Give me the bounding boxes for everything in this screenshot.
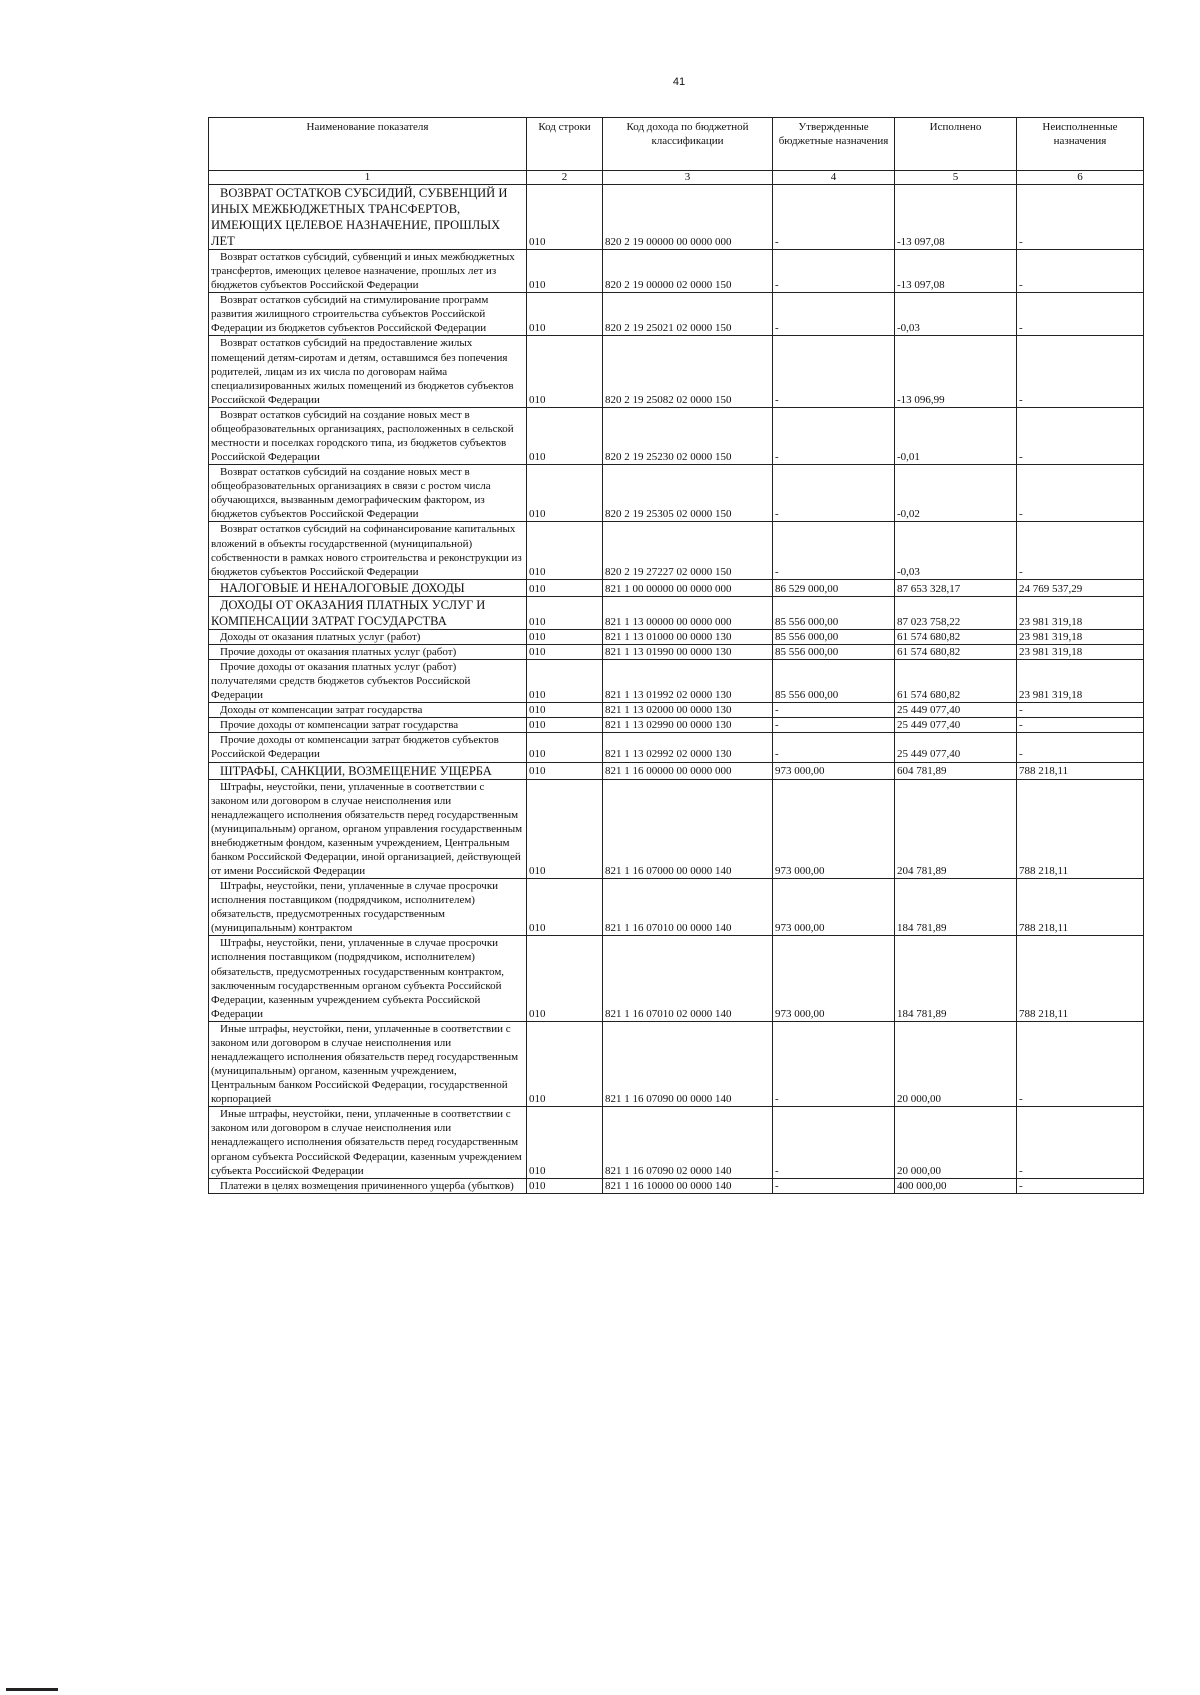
unexecuted-value: - — [1017, 718, 1144, 733]
table-body — [209, 185, 1144, 1194]
header-line-code: Код строки — [527, 118, 603, 171]
line-code: 010 — [527, 1178, 603, 1193]
line-code: 010 — [527, 1107, 603, 1178]
unexecuted-value: - — [1017, 293, 1144, 336]
approved-value: - — [773, 185, 895, 250]
table-row — [209, 336, 1144, 407]
revenue-code: 821 1 00 00000 00 0000 000 — [603, 579, 773, 596]
unexecuted-value: - — [1017, 336, 1144, 407]
column-number: 3 — [603, 171, 773, 185]
revenue-code: 821 1 13 02990 00 0000 130 — [603, 718, 773, 733]
table-row — [209, 465, 1144, 522]
table-row — [209, 733, 1144, 762]
table-row — [209, 185, 1144, 250]
revenue-code: 820 2 19 00000 00 0000 000 — [603, 185, 773, 250]
indicator-name: Возврат остатков субсидий на стимулирование программ развития жилищного строительства субъектов Российской Федерации из бюджетов субъектов Российской Федерации — [209, 293, 527, 336]
header-executed: Исполнено — [895, 118, 1017, 171]
unexecuted-value: 23 981 319,18 — [1017, 596, 1144, 629]
unexecuted-value: 788 218,11 — [1017, 779, 1144, 879]
revenue-code: 820 2 19 27227 02 0000 150 — [603, 522, 773, 579]
executed-value: 20 000,00 — [895, 1107, 1017, 1178]
approved-value: 973 000,00 — [773, 779, 895, 879]
indicator-name: Возврат остатков субсидий на создание новых мест в общеобразовательных организациях, расположенных в сельской местности и поселках городского типа, из бюджетов субъектов Российской Федерации — [209, 407, 527, 464]
revenue-code: 821 1 13 00000 00 0000 000 — [603, 596, 773, 629]
revenue-code: 821 1 16 07010 02 0000 140 — [603, 936, 773, 1021]
line-code: 010 — [527, 185, 603, 250]
approved-value: 85 556 000,00 — [773, 629, 895, 644]
unexecuted-value: 23 981 319,18 — [1017, 659, 1144, 702]
executed-value: 20 000,00 — [895, 1021, 1017, 1106]
line-code: 010 — [527, 1021, 603, 1106]
unexecuted-value: - — [1017, 185, 1144, 250]
revenue-code: 821 1 13 01990 00 0000 130 — [603, 644, 773, 659]
approved-value: - — [773, 1178, 895, 1193]
column-number: 2 — [527, 171, 603, 185]
line-code: 010 — [527, 250, 603, 293]
executed-value: -0,03 — [895, 522, 1017, 579]
executed-value: 61 574 680,82 — [895, 659, 1017, 702]
approved-value: 85 556 000,00 — [773, 596, 895, 629]
unexecuted-value: - — [1017, 407, 1144, 464]
revenue-code: 821 1 16 07010 00 0000 140 — [603, 879, 773, 936]
indicator-name: Прочие доходы от компенсации затрат бюджетов субъектов Российской Федерации — [209, 733, 527, 762]
table-row — [209, 293, 1144, 336]
table-row — [209, 879, 1144, 936]
line-code: 010 — [527, 629, 603, 644]
approved-value: 85 556 000,00 — [773, 644, 895, 659]
revenue-code: 820 2 19 25021 02 0000 150 — [603, 293, 773, 336]
line-code: 010 — [527, 644, 603, 659]
indicator-name: ДОХОДЫ ОТ ОКАЗАНИЯ ПЛАТНЫХ УСЛУГ И КОМПЕНСАЦИИ ЗАТРАТ ГОСУДАРСТВА — [209, 596, 527, 629]
indicator-name: Иные штрафы, неустойки, пени, уплаченные в соответствии с законом или договором в случае неисполнения или ненадлежащего исполнения обязательств перед государственным (муниципальным) органом, казенным учреждением, Центральным банком Российской Федерации, государственной корпорацией — [209, 1021, 527, 1106]
indicator-name: Возврат остатков субсидий на предоставление жилых помещений детям-сиротам и детям, оставшимся без попечения родителей, лицам из их числа по договорам найма специализированных жилых помещений из бюджетов субъектов Российской Федерации — [209, 336, 527, 407]
approved-value: - — [773, 522, 895, 579]
approved-value: 85 556 000,00 — [773, 659, 895, 702]
column-number: 5 — [895, 171, 1017, 185]
table-row — [209, 703, 1144, 718]
revenue-code: 820 2 19 25230 02 0000 150 — [603, 407, 773, 464]
approved-value: - — [773, 703, 895, 718]
indicator-name: Возврат остатков субсидий на создание новых мест в общеобразовательных организациях в связи с ростом числа обучающихся, вызванным демографическим фактором, из бюджетов субъектов Российской Федерации — [209, 465, 527, 522]
indicator-name: Прочие доходы от оказания платных услуг (работ) — [209, 644, 527, 659]
unexecuted-value: 788 218,11 — [1017, 762, 1144, 779]
approved-value: - — [773, 718, 895, 733]
scan-edge-mark — [6, 1688, 58, 1691]
approved-value: - — [773, 1107, 895, 1178]
revenue-code: 821 1 13 02992 02 0000 130 — [603, 733, 773, 762]
unexecuted-value: - — [1017, 733, 1144, 762]
revenue-code: 820 2 19 00000 02 0000 150 — [603, 250, 773, 293]
line-code: 010 — [527, 936, 603, 1021]
executed-value: 604 781,89 — [895, 762, 1017, 779]
indicator-name: Иные штрафы, неустойки, пени, уплаченные в соответствии с законом или договором в случае неисполнения или ненадлежащего исполнения обязательств перед государственным органом субъекта Российской Федерации, казенным учреждением субъекта Российской Федерации — [209, 1107, 527, 1178]
line-code: 010 — [527, 522, 603, 579]
header-approved: Утвержденные бюджетные назначения — [773, 118, 895, 171]
approved-value: 973 000,00 — [773, 879, 895, 936]
approved-value: 973 000,00 — [773, 762, 895, 779]
line-code: 010 — [527, 779, 603, 879]
table-row — [209, 407, 1144, 464]
line-code: 010 — [527, 293, 603, 336]
line-code: 010 — [527, 659, 603, 702]
approved-value: - — [773, 407, 895, 464]
indicator-name: Штрафы, неустойки, пени, уплаченные в случае просрочки исполнения поставщиком (подрядчиком, исполнителем) обязательств, предусмотренных государственным контрактом, заключенным государственным органом субъекта Российской Федерации, казенным учреждением субъекта Российской Федерации — [209, 936, 527, 1021]
indicator-name: Доходы от оказания платных услуг (работ) — [209, 629, 527, 644]
table-row — [209, 629, 1144, 644]
unexecuted-value: - — [1017, 1107, 1144, 1178]
unexecuted-value: 24 769 537,29 — [1017, 579, 1144, 596]
unexecuted-value: - — [1017, 1178, 1144, 1193]
header-revenue-code: Код дохода по бюджетной классификации — [603, 118, 773, 171]
revenue-code: 821 1 16 10000 00 0000 140 — [603, 1178, 773, 1193]
table-row — [209, 779, 1144, 879]
unexecuted-value: 788 218,11 — [1017, 936, 1144, 1021]
unexecuted-value: - — [1017, 522, 1144, 579]
indicator-name: Штрафы, неустойки, пени, уплаченные в соответствии с законом или договором в случае неисполнения или ненадлежащего исполнения обязательств перед государственным (муниципальным) органом, органом управления государственным внебюджетным фондом, казенным учреждением, Центральным банком Российской Федерации, иной организацией, действующей от имени Российской Федерации — [209, 779, 527, 879]
column-number: 1 — [209, 171, 527, 185]
table-row — [209, 579, 1144, 596]
table-row — [209, 659, 1144, 702]
line-code: 010 — [527, 733, 603, 762]
header-row — [209, 118, 1144, 171]
line-code: 010 — [527, 879, 603, 936]
executed-value: 61 574 680,82 — [895, 629, 1017, 644]
executed-value: -13 097,08 — [895, 250, 1017, 293]
revenue-code: 821 1 16 00000 00 0000 000 — [603, 762, 773, 779]
executed-value: -13 096,99 — [895, 336, 1017, 407]
indicator-name: ШТРАФЫ, САНКЦИИ, ВОЗМЕЩЕНИЕ УЩЕРБА — [209, 762, 527, 779]
unexecuted-value: - — [1017, 1021, 1144, 1106]
indicator-name: Доходы от компенсации затрат государства — [209, 703, 527, 718]
table-row — [209, 762, 1144, 779]
line-code: 010 — [527, 762, 603, 779]
executed-value: -0,01 — [895, 407, 1017, 464]
executed-value: 184 781,89 — [895, 879, 1017, 936]
executed-value: 25 449 077,40 — [895, 733, 1017, 762]
executed-value: 184 781,89 — [895, 936, 1017, 1021]
revenue-code: 821 1 16 07090 00 0000 140 — [603, 1021, 773, 1106]
executed-value: 25 449 077,40 — [895, 703, 1017, 718]
executed-value: 87 023 758,22 — [895, 596, 1017, 629]
unexecuted-value: 23 981 319,18 — [1017, 629, 1144, 644]
indicator-name: Прочие доходы от оказания платных услуг (работ) получателями средств бюджетов субъектов Российской Федерации — [209, 659, 527, 702]
indicator-name: Возврат остатков субсидий, субвенций и иных межбюджетных трансфертов, имеющих целевое назначение, прошлых лет из бюджетов субъектов Российской Федерации — [209, 250, 527, 293]
approved-value: - — [773, 250, 895, 293]
executed-value: 25 449 077,40 — [895, 718, 1017, 733]
revenue-code: 820 2 19 25305 02 0000 150 — [603, 465, 773, 522]
indicator-name: ВОЗВРАТ ОСТАТКОВ СУБСИДИЙ, СУБВЕНЦИЙ И ИНЫХ МЕЖБЮДЖЕТНЫХ ТРАНСФЕРТОВ, ИМЕЮЩИХ ЦЕЛЕВОЕ НАЗНАЧЕНИЕ, ПРОШЛЫХ ЛЕТ — [209, 185, 527, 250]
line-code: 010 — [527, 718, 603, 733]
table-row — [209, 718, 1144, 733]
column-number: 4 — [773, 171, 895, 185]
line-code: 010 — [527, 596, 603, 629]
executed-value: -0,03 — [895, 293, 1017, 336]
table-row — [209, 250, 1144, 293]
line-code: 010 — [527, 703, 603, 718]
table-row — [209, 596, 1144, 629]
executed-value: 204 781,89 — [895, 779, 1017, 879]
line-code: 010 — [527, 407, 603, 464]
header-unexecuted: Неисполненные назначения — [1017, 118, 1144, 171]
indicator-name: Прочие доходы от компенсации затрат государства — [209, 718, 527, 733]
revenue-code: 821 1 13 02000 00 0000 130 — [603, 703, 773, 718]
unexecuted-value: - — [1017, 703, 1144, 718]
table-row — [209, 936, 1144, 1021]
unexecuted-value: 788 218,11 — [1017, 879, 1144, 936]
approved-value: - — [773, 336, 895, 407]
table-row — [209, 1107, 1144, 1178]
approved-value: - — [773, 1021, 895, 1106]
line-code: 010 — [527, 465, 603, 522]
table-row — [209, 522, 1144, 579]
approved-value: - — [773, 465, 895, 522]
line-code: 010 — [527, 579, 603, 596]
unexecuted-value: 23 981 319,18 — [1017, 644, 1144, 659]
approved-value: - — [773, 293, 895, 336]
unexecuted-value: - — [1017, 250, 1144, 293]
table-row — [209, 644, 1144, 659]
executed-value: 87 653 328,17 — [895, 579, 1017, 596]
column-number: 6 — [1017, 171, 1144, 185]
approved-value: 86 529 000,00 — [773, 579, 895, 596]
column-numbers-row — [209, 171, 1144, 185]
approved-value: 973 000,00 — [773, 936, 895, 1021]
indicator-name: НАЛОГОВЫЕ И НЕНАЛОГОВЫЕ ДОХОДЫ — [209, 579, 527, 596]
unexecuted-value: - — [1017, 465, 1144, 522]
executed-value: -0,02 — [895, 465, 1017, 522]
executed-value: 400 000,00 — [895, 1178, 1017, 1193]
indicator-name: Штрафы, неустойки, пени, уплаченные в случае просрочки исполнения поставщиком (подрядчиком, исполнителем) обязательств, предусмотренных государственным (муниципальным) контрактом — [209, 879, 527, 936]
table-row — [209, 1178, 1144, 1193]
page-number: 41 — [672, 76, 686, 88]
table-row — [209, 1021, 1144, 1106]
revenue-code: 820 2 19 25082 02 0000 150 — [603, 336, 773, 407]
executed-value: -13 097,08 — [895, 185, 1017, 250]
indicator-name: Возврат остатков субсидий на софинансирование капитальных вложений в объекты государственной (муниципальной) собственности в рамках нового строительства и реконструкции из бюджетов субъектов Российской Федерации — [209, 522, 527, 579]
revenue-code: 821 1 16 07000 00 0000 140 — [603, 779, 773, 879]
revenue-code: 821 1 13 01992 02 0000 130 — [603, 659, 773, 702]
approved-value: - — [773, 733, 895, 762]
indicator-name: Платежи в целях возмещения причиненного ущерба (убытков) — [209, 1178, 527, 1193]
line-code: 010 — [527, 336, 603, 407]
header-indicator-name: Наименование показателя — [209, 118, 527, 171]
revenue-code: 821 1 16 07090 02 0000 140 — [603, 1107, 773, 1178]
revenue-execution-table — [208, 117, 1144, 1194]
revenue-code: 821 1 13 01000 00 0000 130 — [603, 629, 773, 644]
executed-value: 61 574 680,82 — [895, 644, 1017, 659]
